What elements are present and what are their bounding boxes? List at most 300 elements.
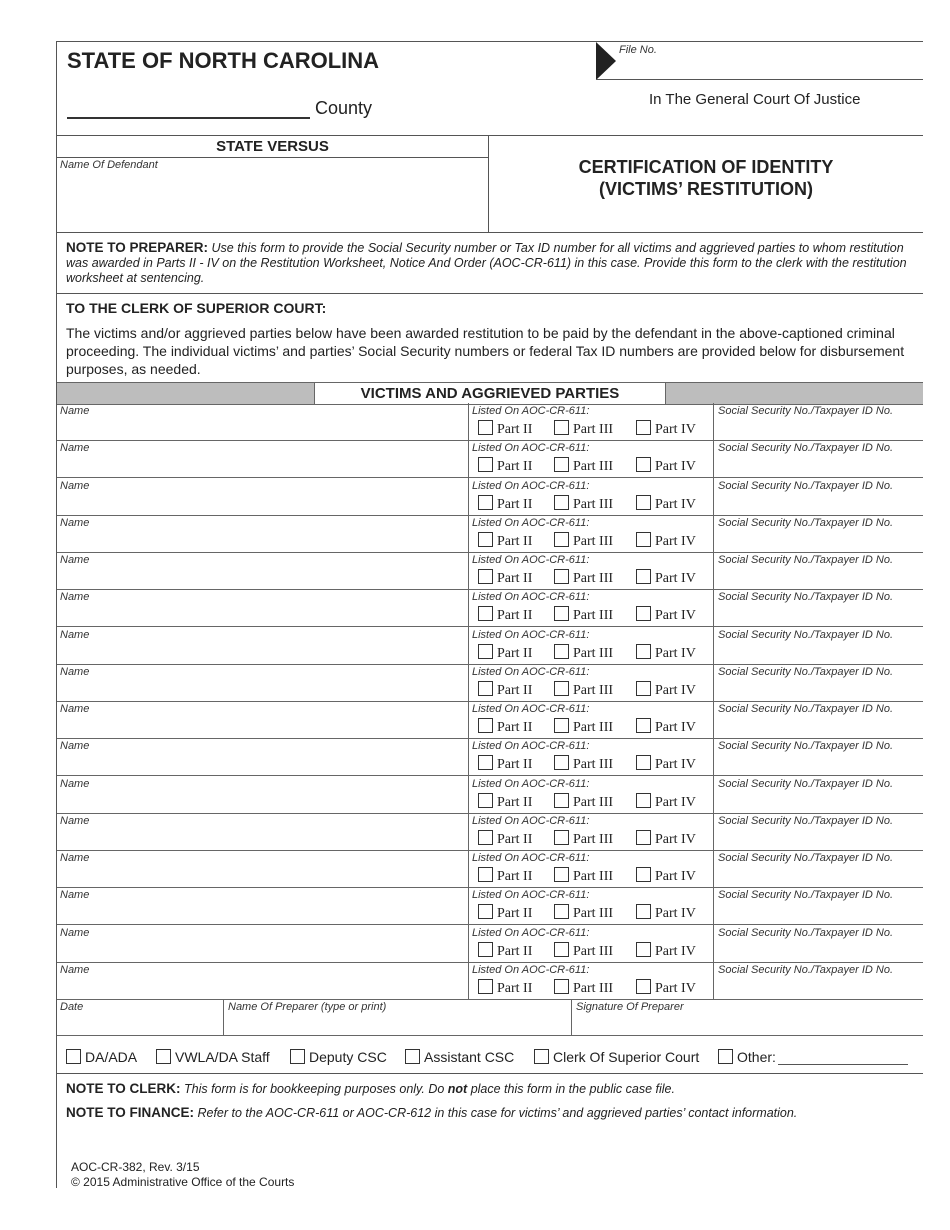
part-iv-option[interactable]	[636, 867, 696, 885]
note-preparer-text: Use this form to provide the Social Security number or Tax ID number for all victims and aggrieved parties to whom restitution was awarded in Parts II - IV on the Restitution Worksheet, Notice And Order (AOC-CR-611) in this case. Provide this form to the clerk with the restitution worksheet at sentencing.	[66, 241, 907, 285]
part-ii-label: Part II	[497, 720, 533, 735]
checkbox-icon[interactable]	[554, 979, 569, 994]
column-divider	[468, 813, 469, 850]
table-row	[57, 887, 923, 925]
column-divider	[713, 478, 714, 515]
checkbox-icon[interactable]	[405, 1049, 420, 1064]
part-iv-option[interactable]	[636, 904, 696, 922]
checkbox-icon[interactable]	[554, 569, 569, 584]
table-row	[57, 589, 923, 627]
column-divider	[468, 478, 469, 515]
part-iv-option[interactable]	[636, 979, 696, 997]
part-ii-label: Part II	[497, 980, 533, 996]
part-ii-option[interactable]	[478, 830, 532, 848]
part-ii-label: Part II	[497, 869, 533, 884]
checkbox-icon[interactable]	[478, 830, 493, 845]
roles-divider	[56, 1073, 923, 1074]
role-other[interactable]	[718, 1049, 776, 1065]
part-iv-option[interactable]	[636, 569, 696, 587]
part-iv-label: Part IV	[655, 459, 696, 475]
checkbox-icon[interactable]	[636, 793, 651, 808]
role-label: DA/ADA	[85, 1049, 138, 1065]
part-ii-option[interactable]	[478, 942, 532, 960]
table-row	[57, 552, 923, 590]
victim-name-field[interactable]	[59, 940, 464, 960]
part-iii-option[interactable]	[554, 606, 613, 624]
column-divider	[468, 589, 469, 626]
column-divider	[468, 962, 469, 999]
ssn-label: Social Security No./Taxpayer ID No.	[718, 405, 894, 417]
ssn-field[interactable]	[717, 418, 917, 438]
ssn-field[interactable]	[717, 977, 917, 997]
part-ii-label: Part II	[497, 682, 533, 698]
column-divider	[713, 887, 714, 924]
part-iv-label: Part IV	[655, 757, 696, 773]
ssn-field[interactable]	[717, 604, 917, 624]
ssn-field[interactable]	[717, 567, 917, 587]
checkbox-icon[interactable]	[718, 1049, 733, 1064]
ssn-field[interactable]	[717, 679, 917, 699]
ssn-field[interactable]	[717, 455, 917, 475]
checkbox-icon[interactable]	[554, 755, 569, 770]
name-label: Name	[60, 740, 90, 753]
part-ii-label: Part II	[497, 459, 533, 475]
column-divider	[713, 925, 714, 962]
part-iv-option[interactable]	[636, 830, 696, 848]
date-divider	[223, 999, 224, 1035]
name-label: Name	[60, 405, 90, 417]
listed-on-label: Listed On AOC-CR-611:	[472, 628, 590, 641]
part-iii-label: Part III	[573, 757, 614, 773]
name-label: Name	[60, 442, 90, 455]
ssn-label: Social Security No./Taxpayer ID No.	[718, 442, 894, 455]
checkbox-icon[interactable]	[478, 681, 493, 696]
ssn-field[interactable]	[717, 940, 917, 960]
checkbox-icon[interactable]	[478, 718, 493, 733]
checkbox-icon[interactable]	[636, 457, 651, 472]
defendant-name-field[interactable]	[59, 175, 485, 230]
checkbox-icon[interactable]	[554, 830, 569, 845]
victim-name-field[interactable]	[59, 977, 464, 997]
victim-name-field[interactable]	[59, 455, 464, 475]
ssn-label: Social Security No./Taxpayer ID No.	[718, 665, 894, 678]
part-iv-option[interactable]	[636, 644, 696, 662]
note-clerk-text-after: place this form in the public case file.	[470, 1082, 675, 1096]
ssn-label: Social Security No./Taxpayer ID No.	[718, 740, 894, 753]
role-vwla-da-staff[interactable]	[156, 1049, 270, 1065]
ssn-field[interactable]	[717, 865, 917, 885]
name-label: Name	[60, 628, 90, 641]
name-divider	[571, 999, 572, 1035]
name-label: Name	[60, 777, 90, 790]
column-divider	[468, 925, 469, 962]
checkbox-icon[interactable]	[554, 681, 569, 696]
state-versus-divider	[56, 157, 488, 158]
table-row	[57, 403, 923, 441]
part-iii-option[interactable]	[554, 420, 613, 438]
preparer-name-label: Name Of Preparer (type or print)	[228, 1001, 387, 1013]
clerk-body: The victims and/or aggrieved parties below have been awarded restitution to be paid by the defendant in the above-captioned criminal proceeding. The individual victims’ and parties’ Social Security numbers or federal Tax ID numbers are provided below for disbursement purposes, as needed.	[66, 325, 905, 377]
part-ii-option[interactable]	[478, 979, 532, 997]
clerk-heading: TO THE CLERK OF SUPERIOR COURT:	[66, 300, 327, 316]
checkbox-icon[interactable]	[636, 420, 651, 435]
part-ii-label: Part II	[497, 757, 533, 773]
checkbox-icon[interactable]	[554, 904, 569, 919]
note-to-clerk	[66, 1081, 675, 1096]
note-preparer-divider	[56, 293, 923, 294]
part-iii-option[interactable]	[554, 793, 613, 811]
checkbox-icon[interactable]	[66, 1049, 81, 1064]
victim-name-field[interactable]	[59, 679, 464, 699]
ssn-field[interactable]	[717, 791, 917, 811]
listed-on-label: Listed On AOC-CR-611:	[472, 591, 590, 604]
column-divider	[713, 589, 714, 626]
checkbox-icon[interactable]	[554, 942, 569, 957]
ssn-field[interactable]	[717, 902, 917, 922]
role-label: Other:	[737, 1049, 776, 1065]
part-iii-option[interactable]	[554, 979, 613, 997]
role-deputy-csc[interactable]	[290, 1049, 387, 1065]
part-iv-option[interactable]	[636, 420, 696, 438]
ssn-label: Social Security No./Taxpayer ID No.	[718, 814, 894, 827]
part-iv-label: Part IV	[655, 571, 696, 586]
table-row	[57, 813, 923, 851]
ssn-label: Social Security No./Taxpayer ID No.	[718, 777, 894, 790]
column-divider	[468, 850, 469, 887]
ssn-label: Social Security No./Taxpayer ID No.	[718, 591, 894, 604]
ssn-field[interactable]	[717, 642, 917, 662]
part-ii-option[interactable]	[478, 420, 532, 438]
victim-name-field[interactable]	[59, 604, 464, 624]
checkbox-icon[interactable]	[554, 793, 569, 808]
ssn-field[interactable]	[717, 716, 917, 736]
copyright: © 2015 Administrative Office of the Courts	[71, 1175, 295, 1189]
checkbox-icon[interactable]	[554, 718, 569, 733]
defendant-label: Name Of Defendant	[60, 159, 158, 171]
column-divider	[468, 664, 469, 701]
part-ii-option[interactable]	[478, 755, 532, 773]
column-divider	[713, 738, 714, 775]
checkbox-icon[interactable]	[636, 755, 651, 770]
ssn-field[interactable]	[717, 530, 917, 550]
file-no-input-line[interactable]	[596, 79, 923, 80]
victim-name-field[interactable]	[59, 828, 464, 848]
part-ii-label: Part II	[497, 533, 533, 549]
column-divider	[468, 701, 469, 738]
part-ii-option[interactable]	[478, 681, 532, 699]
checkbox-icon[interactable]	[636, 532, 651, 547]
listed-on-label: Listed On AOC-CR-611:	[472, 665, 590, 678]
part-ii-label: Part II	[497, 422, 533, 437]
part-iv-label: Part IV	[655, 980, 696, 996]
checkbox-icon[interactable]	[478, 755, 493, 770]
part-iii-label: Part III	[573, 720, 614, 735]
part-iv-label: Part IV	[655, 794, 696, 810]
column-divider	[713, 552, 714, 589]
column-divider	[713, 664, 714, 701]
column-divider	[713, 776, 714, 813]
ssn-label: Social Security No./Taxpayer ID No.	[718, 628, 894, 641]
ssn-label: Social Security No./Taxpayer ID No.	[718, 852, 894, 864]
part-iii-label: Part III	[573, 682, 614, 698]
part-iii-option[interactable]	[554, 681, 613, 699]
part-iii-label: Part III	[573, 794, 614, 810]
part-iv-option[interactable]	[636, 718, 696, 736]
part-iii-option[interactable]	[554, 532, 613, 550]
preparer-row	[57, 999, 923, 1036]
note-finance-text: Refer to the AOC-CR-611 or AOC-CR-612 in this case for victims’ and aggrieved parties’ contact information.	[197, 1106, 798, 1120]
listed-on-label: Listed On AOC-CR-611:	[472, 405, 590, 417]
part-iii-option[interactable]	[554, 904, 613, 922]
part-iv-option[interactable]	[636, 793, 696, 811]
part-ii-option[interactable]	[478, 606, 532, 624]
file-no-label: File No.	[619, 44, 657, 56]
preparer-name-field[interactable]	[227, 1015, 567, 1033]
checkbox-icon[interactable]	[636, 942, 651, 957]
column-divider	[713, 962, 714, 999]
part-ii-option[interactable]	[478, 569, 532, 587]
victim-name-field[interactable]	[59, 642, 464, 662]
column-divider	[468, 738, 469, 775]
name-label: Name	[60, 516, 90, 529]
other-input-line[interactable]	[778, 1064, 908, 1065]
column-divider	[713, 701, 714, 738]
column-divider	[468, 776, 469, 813]
date-field[interactable]	[59, 1015, 219, 1033]
part-ii-option[interactable]	[478, 867, 532, 885]
court-name: In The General Court Of Justice	[649, 91, 861, 108]
column-divider	[713, 813, 714, 850]
case-block-bottom	[56, 232, 923, 233]
role-label: Assistant CSC	[424, 1049, 515, 1065]
ssn-label: Social Security No./Taxpayer ID No.	[718, 703, 894, 715]
state-title: STATE OF NORTH CAROLINA	[67, 48, 380, 73]
column-divider	[713, 515, 714, 552]
table-row	[57, 850, 923, 888]
role-label: Deputy CSC	[309, 1049, 387, 1065]
column-divider	[713, 440, 714, 477]
checkbox-icon[interactable]	[636, 569, 651, 584]
checkbox-icon[interactable]	[554, 644, 569, 659]
signature-label: Signature Of Preparer	[576, 1001, 684, 1013]
ssn-label: Social Security No./Taxpayer ID No.	[718, 516, 894, 529]
role-assistant-csc[interactable]	[405, 1049, 514, 1065]
date-label: Date	[60, 1001, 84, 1013]
checkbox-icon[interactable]	[636, 644, 651, 659]
checkbox-icon[interactable]	[636, 830, 651, 845]
part-iv-label: Part IV	[655, 869, 696, 884]
checkbox-icon[interactable]	[478, 495, 493, 510]
listed-on-label: Listed On AOC-CR-611:	[472, 814, 590, 827]
part-iii-option[interactable]	[554, 755, 613, 773]
column-divider	[468, 515, 469, 552]
listed-on-label: Listed On AOC-CR-611:	[472, 442, 590, 455]
checkbox-icon[interactable]	[478, 867, 493, 882]
part-iv-option[interactable]	[636, 457, 696, 475]
name-label: Name	[60, 703, 90, 715]
part-iii-label: Part III	[573, 831, 614, 847]
checkbox-icon[interactable]	[478, 457, 493, 472]
table-heading: VICTIMS AND AGGRIEVED PARTIES	[314, 382, 666, 405]
part-iii-option[interactable]	[554, 718, 613, 736]
checkbox-icon[interactable]	[478, 904, 493, 919]
listed-on-label: Listed On AOC-CR-611:	[472, 479, 590, 492]
checkbox-icon[interactable]	[478, 942, 493, 957]
table-row	[57, 738, 923, 776]
name-label: Name	[60, 814, 90, 827]
role-da-ada[interactable]	[66, 1049, 137, 1065]
role-label: VWLA/DA Staff	[175, 1049, 270, 1065]
victim-name-field[interactable]	[59, 418, 464, 438]
checkbox-icon[interactable]	[554, 867, 569, 882]
victim-name-field[interactable]	[59, 865, 464, 885]
part-ii-label: Part II	[497, 831, 533, 847]
part-iv-option[interactable]	[636, 606, 696, 624]
top-border	[56, 41, 923, 42]
victim-name-field[interactable]	[59, 493, 464, 513]
part-iii-label: Part III	[573, 533, 614, 549]
ssn-field[interactable]	[717, 828, 917, 848]
ssn-field[interactable]	[717, 753, 917, 773]
checkbox-icon[interactable]	[554, 532, 569, 547]
part-iii-option[interactable]	[554, 457, 613, 475]
victim-name-field[interactable]	[59, 791, 464, 811]
part-iv-label: Part IV	[655, 645, 696, 661]
part-iii-option[interactable]	[554, 942, 613, 960]
part-ii-option[interactable]	[478, 532, 532, 550]
name-label: Name	[60, 852, 90, 864]
role-clerk-superior-court[interactable]	[534, 1049, 699, 1065]
note-clerk-text: This form is for bookkeeping purposes only. Do	[183, 1082, 445, 1096]
table-row	[57, 440, 923, 478]
part-ii-option[interactable]	[478, 904, 532, 922]
part-iv-option[interactable]	[636, 755, 696, 773]
checkbox-icon[interactable]	[534, 1049, 549, 1064]
part-ii-label: Part II	[497, 608, 533, 624]
part-ii-option[interactable]	[478, 718, 532, 736]
role-label: Clerk Of Superior Court	[553, 1049, 700, 1065]
table-row	[57, 627, 923, 665]
part-iv-option[interactable]	[636, 681, 696, 699]
part-iv-label: Part IV	[655, 831, 696, 847]
listed-on-label: Listed On AOC-CR-611:	[472, 889, 590, 902]
state-versus-heading: STATE VERSUS	[216, 138, 329, 155]
part-ii-option[interactable]	[478, 457, 532, 475]
listed-on-label: Listed On AOC-CR-611:	[472, 554, 590, 566]
table-row	[57, 515, 923, 553]
part-iii-option[interactable]	[554, 867, 613, 885]
ssn-field[interactable]	[717, 493, 917, 513]
victim-name-field[interactable]	[59, 902, 464, 922]
ssn-label: Social Security No./Taxpayer ID No.	[718, 889, 894, 902]
checkbox-icon[interactable]	[290, 1049, 305, 1064]
victim-name-field[interactable]	[59, 716, 464, 736]
listed-on-label: Listed On AOC-CR-611:	[472, 703, 590, 715]
part-iii-label: Part III	[573, 608, 614, 624]
checkbox-icon[interactable]	[478, 793, 493, 808]
checkbox-icon[interactable]	[636, 867, 651, 882]
part-ii-label: Part II	[497, 794, 533, 810]
checkbox-icon[interactable]	[554, 420, 569, 435]
part-iii-label: Part III	[573, 496, 614, 512]
checkbox-icon[interactable]	[156, 1049, 171, 1064]
checkbox-icon[interactable]	[478, 606, 493, 621]
victim-name-field[interactable]	[59, 567, 464, 587]
county-input-line[interactable]	[67, 117, 310, 119]
note-to-finance	[66, 1105, 797, 1120]
name-label: Name	[60, 479, 90, 492]
part-iii-label: Part III	[573, 906, 614, 922]
checkbox-icon[interactable]	[478, 532, 493, 547]
form-footer	[71, 1160, 294, 1190]
part-iv-label: Part IV	[655, 682, 696, 698]
part-ii-option[interactable]	[478, 793, 532, 811]
part-iv-label: Part IV	[655, 422, 696, 437]
note-to-preparer	[66, 240, 916, 286]
form-title-line1: CERTIFICATION OF IDENTITY	[578, 157, 834, 177]
header-divider	[56, 135, 923, 136]
part-iv-option[interactable]	[636, 495, 696, 513]
table-row	[57, 478, 923, 516]
checkbox-icon[interactable]	[554, 606, 569, 621]
checkbox-icon[interactable]	[636, 904, 651, 919]
table-row	[57, 776, 923, 814]
signature-field[interactable]	[575, 1015, 915, 1033]
name-label: Name	[60, 926, 90, 939]
name-label: Name	[60, 963, 90, 976]
note-preparer-label: NOTE TO PREPARER:	[66, 240, 209, 255]
part-iii-label: Part III	[573, 645, 614, 661]
checkbox-icon[interactable]	[478, 644, 493, 659]
checkbox-icon[interactable]	[554, 457, 569, 472]
checkbox-icon[interactable]	[478, 979, 493, 994]
part-iii-option[interactable]	[554, 495, 613, 513]
checkbox-icon[interactable]	[478, 569, 493, 584]
ssn-label: Social Security No./Taxpayer ID No.	[718, 926, 894, 939]
listed-on-label: Listed On AOC-CR-611:	[472, 926, 590, 939]
checkbox-icon[interactable]	[636, 979, 651, 994]
checkbox-icon[interactable]	[636, 495, 651, 510]
checkbox-icon[interactable]	[636, 718, 651, 733]
victim-name-field[interactable]	[59, 530, 464, 550]
part-ii-label: Part II	[497, 943, 533, 959]
form-title-line2: (VICTIMS’ RESTITUTION)	[599, 179, 813, 199]
table-row	[57, 664, 923, 702]
checkbox-icon[interactable]	[636, 681, 651, 696]
checkbox-icon[interactable]	[636, 606, 651, 621]
part-iii-option[interactable]	[554, 644, 613, 662]
ssn-label: Social Security No./Taxpayer ID No.	[718, 554, 894, 566]
column-divider	[468, 440, 469, 477]
part-iii-option[interactable]	[554, 830, 613, 848]
listed-on-label: Listed On AOC-CR-611:	[472, 963, 590, 976]
part-iv-option[interactable]	[636, 942, 696, 960]
part-iv-option[interactable]	[636, 532, 696, 550]
note-clerk-emphasis: not	[447, 1082, 468, 1096]
part-ii-option[interactable]	[478, 644, 532, 662]
part-iii-option[interactable]	[554, 569, 613, 587]
part-ii-label: Part II	[497, 571, 533, 586]
checkbox-icon[interactable]	[478, 420, 493, 435]
part-ii-label: Part II	[497, 906, 533, 922]
part-iv-label: Part IV	[655, 943, 696, 959]
column-divider	[713, 627, 714, 664]
checkbox-icon[interactable]	[554, 495, 569, 510]
column-divider	[468, 403, 469, 440]
victim-name-field[interactable]	[59, 753, 464, 773]
part-ii-option[interactable]	[478, 495, 532, 513]
note-clerk-label: NOTE TO CLERK:	[66, 1081, 181, 1096]
